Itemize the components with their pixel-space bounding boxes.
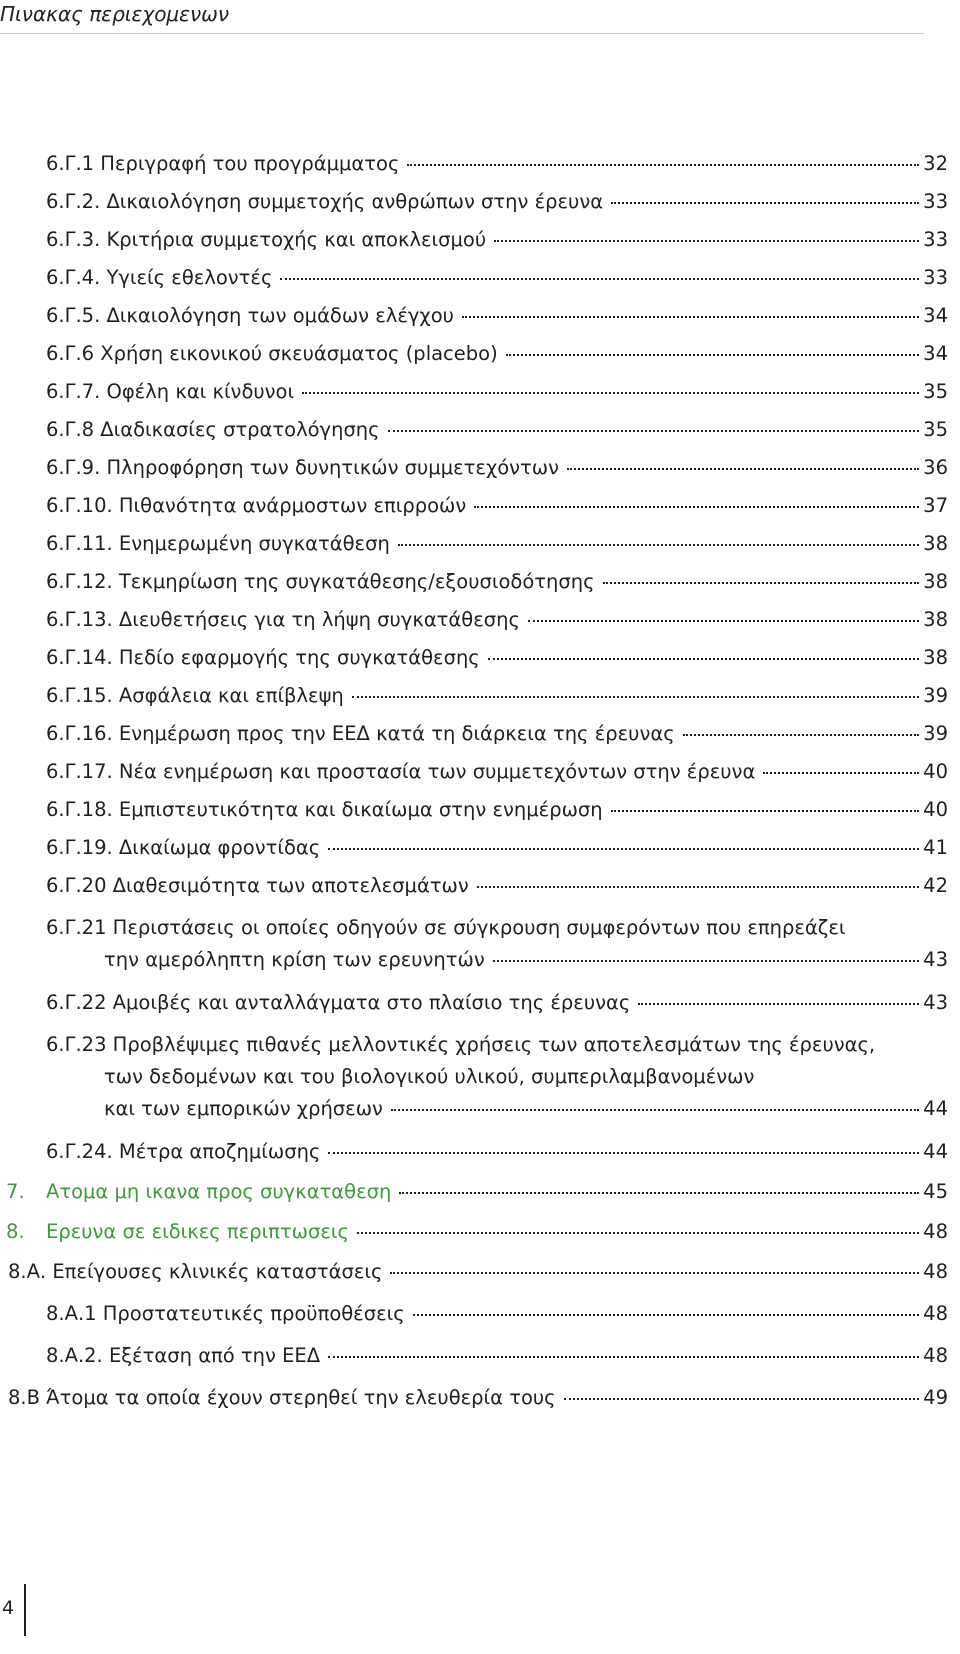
- toc-leader-dots: [477, 886, 919, 888]
- toc-entry-page: 33: [923, 190, 948, 213]
- toc-entry-text: Ερευνα σε ειδικες περιπτωσεις: [46, 1220, 349, 1243]
- toc-entry-text: 8.Β Άτομα τα οποία έχουν στερηθεί την ελευθερία τους: [8, 1386, 556, 1409]
- toc-entry-text: 6.Γ.21 Περιστάσεις οι οποίες οδηγούν σε σύγκρουση συμφερόντων που επηρεάζει: [46, 916, 846, 939]
- toc-entry-page: 43: [923, 948, 948, 971]
- toc-entry-page: 43: [923, 991, 948, 1014]
- toc-leader-dots: [328, 1152, 919, 1154]
- toc-chapter-number: 7.: [6, 1180, 25, 1203]
- toc-leader-dots: [611, 810, 920, 812]
- toc-entry-text: 6.Γ.11. Ενημερωμένη συγκατάθεση: [46, 532, 390, 555]
- toc-entry-page: 33: [923, 228, 948, 251]
- toc-entry-page: 38: [923, 570, 948, 593]
- footer-page-number: 4: [2, 1597, 15, 1619]
- toc-entry-page: 41: [923, 836, 948, 859]
- toc-entry-page: 36: [923, 456, 948, 479]
- toc-entry-page: 39: [923, 722, 948, 745]
- toc-entry-page: 38: [923, 532, 948, 555]
- toc-leader-dots: [388, 430, 920, 432]
- toc-entry-page: 48: [923, 1260, 948, 1283]
- toc-entry-page: 33: [923, 266, 948, 289]
- toc-entry-text: 6.Γ.5. Δικαιολόγηση των ομάδων ελέγχου: [46, 304, 454, 327]
- toc-entry-page: 39: [923, 684, 948, 707]
- toc-leader-dots: [474, 506, 919, 508]
- toc-entry-page: 35: [923, 380, 948, 403]
- toc-entry-text: 6.Γ.7. Οφέλη και κίνδυνοι: [46, 380, 295, 403]
- toc-leader-dots: [399, 1192, 919, 1194]
- toc-entry-text: 8.Α.2. Εξέταση από την ΕΕΔ: [46, 1344, 321, 1367]
- toc-entry-text: 6.Γ.16. Ενημέρωση προς την ΕΕΔ κατά τη διάρκεια της έρευνας: [46, 722, 675, 745]
- toc-entry-page: 48: [923, 1344, 948, 1367]
- toc-entry-page: 48: [923, 1302, 948, 1325]
- toc-entry-page: 49: [923, 1386, 948, 1409]
- toc-leader-dots: [398, 544, 919, 546]
- toc-entry-text: 6.Γ.14. Πεδίο εφαρμογής της συγκατάθεσης: [46, 646, 480, 669]
- toc-leader-dots: [567, 468, 919, 470]
- toc-entry-text: 6.Γ.17. Νέα ενημέρωση και προστασία των συμμετεχόντων στην έρευνα: [46, 760, 756, 783]
- toc-entry[interactable]: [0, 912, 948, 982]
- toc-leader-dots: [407, 164, 919, 166]
- toc-entry-page: 34: [923, 342, 948, 365]
- toc-entry-text: 8.Α.1 Προστατευτικές προϋποθέσεις: [46, 1302, 405, 1325]
- toc-entry-text: 6.Γ.24. Μέτρα αποζημίωσης: [46, 1140, 321, 1163]
- toc-entry-text: 6.Γ.1 Περιγραφή του προγράμματος: [46, 152, 400, 175]
- toc-entry-page: 38: [923, 646, 948, 669]
- toc-entry-page: 32: [923, 152, 948, 175]
- toc-entry-text: και των εμπορικών χρήσεων: [104, 1097, 383, 1120]
- toc-entry-page: 48: [923, 1220, 948, 1243]
- toc-leader-dots: [763, 772, 919, 774]
- toc-entry-text: 6.Γ.10. Πιθανότητα ανάρμοστων επιρροών: [46, 494, 467, 517]
- footer-divider: [24, 1584, 26, 1636]
- toc-entry-text: 6.Γ.22 Αμοιβές και ανταλλάγματα στο πλαίσιο της έρευνας: [46, 991, 631, 1014]
- toc-leader-dots: [506, 354, 919, 356]
- toc-leader-dots: [328, 1356, 919, 1358]
- toc-entry-text: 6.Γ.15. Ασφάλεια και επίβλεψη: [46, 684, 344, 707]
- toc-leader-dots: [494, 240, 919, 242]
- toc-leader-dots: [391, 1109, 919, 1111]
- toc-leader-dots: [488, 658, 919, 660]
- toc-leader-dots: [302, 392, 919, 394]
- toc-entry-text: 6.Γ.4. Υγιείς εθελοντές: [46, 266, 273, 289]
- toc-leader-dots: [564, 1398, 920, 1400]
- toc-entry-page: 45: [923, 1180, 948, 1203]
- toc-entry-text: 8.Α. Επείγουσες κλινικές καταστάσεις: [8, 1260, 383, 1283]
- toc-entry-text: 6.Γ.3. Κριτήρια συμμετοχής και αποκλεισμού: [46, 228, 487, 251]
- toc-leader-dots: [611, 202, 919, 204]
- toc-entry-text: 6.Γ.2. Δικαιολόγηση συμμετοχής ανθρώπων στην έρευνα: [46, 190, 604, 213]
- toc-leader-dots: [413, 1314, 920, 1316]
- toc-leader-dots: [280, 278, 919, 280]
- toc-entry[interactable]: [0, 1029, 948, 1129]
- toc-leader-dots: [462, 316, 919, 318]
- toc-entry-page: 37: [923, 494, 948, 517]
- toc-entry-text: 6.Γ.20 Διαθεσιμότητα των αποτελεσμάτων: [46, 874, 469, 897]
- toc-entry-page: 44: [923, 1097, 948, 1120]
- toc-leader-dots: [683, 734, 920, 736]
- toc-entry-text: 6.Γ.18. Εμπιστευτικότητα και δικαίωμα στην ενημέρωση: [46, 798, 603, 821]
- toc-entry-text: 6.Γ.9. Πληροφόρηση των δυνητικών συμμετεχόντων: [46, 456, 559, 479]
- page-header-title: Πινακας περιεχομενων: [0, 2, 230, 26]
- toc-entry-text: την αμερόληπτη κρίση των ερευνητών: [104, 948, 485, 971]
- toc-leader-dots: [357, 1232, 919, 1234]
- toc-entry-page: 40: [923, 760, 948, 783]
- toc-leader-dots: [493, 960, 919, 962]
- toc-leader-dots: [638, 1003, 919, 1005]
- toc-leader-dots: [352, 696, 919, 698]
- toc-leader-dots: [603, 582, 920, 584]
- toc-entry-text: Ατομα μη ικανα προς συγκαταθεση: [46, 1180, 392, 1203]
- toc-entry-page: 40: [923, 798, 948, 821]
- toc-leader-dots: [328, 848, 919, 850]
- toc-entry-page: 38: [923, 608, 948, 631]
- toc-entry-page: 35: [923, 418, 948, 441]
- toc-entry-page: 44: [923, 1140, 948, 1163]
- toc-entry-text: των δεδομένων και του βιολογικού υλικού, συμπεριλαμβανομένων: [104, 1065, 755, 1088]
- toc-leader-dots: [390, 1272, 919, 1274]
- toc-leader-dots: [528, 620, 919, 622]
- toc-entry-text: 6.Γ.13. Διευθετήσεις για τη λήψη συγκατάθεσης: [46, 608, 520, 631]
- toc-entry-text: 6.Γ.12. Τεκμηρίωση της συγκατάθεσης/εξουσιοδότησης: [46, 570, 595, 593]
- toc-chapter-number: 8.: [6, 1220, 25, 1243]
- toc-entry-text: 6.Γ.8 Διαδικασίες στρατολόγησης: [46, 418, 380, 441]
- toc-entry-page: 34: [923, 304, 948, 327]
- toc-entry-text: 6.Γ.6 Χρήση εικονικού σκευάσματος (placebo): [46, 342, 498, 365]
- toc-entry-text: 6.Γ.19. Δικαίωμα φροντίδας: [46, 836, 321, 859]
- toc-entry-page: 42: [923, 874, 948, 897]
- toc-entry-text: 6.Γ.23 Προβλέψιμες πιθανές μελλοντικές χρήσεις των αποτελεσμάτων της έρευνας,: [46, 1033, 876, 1056]
